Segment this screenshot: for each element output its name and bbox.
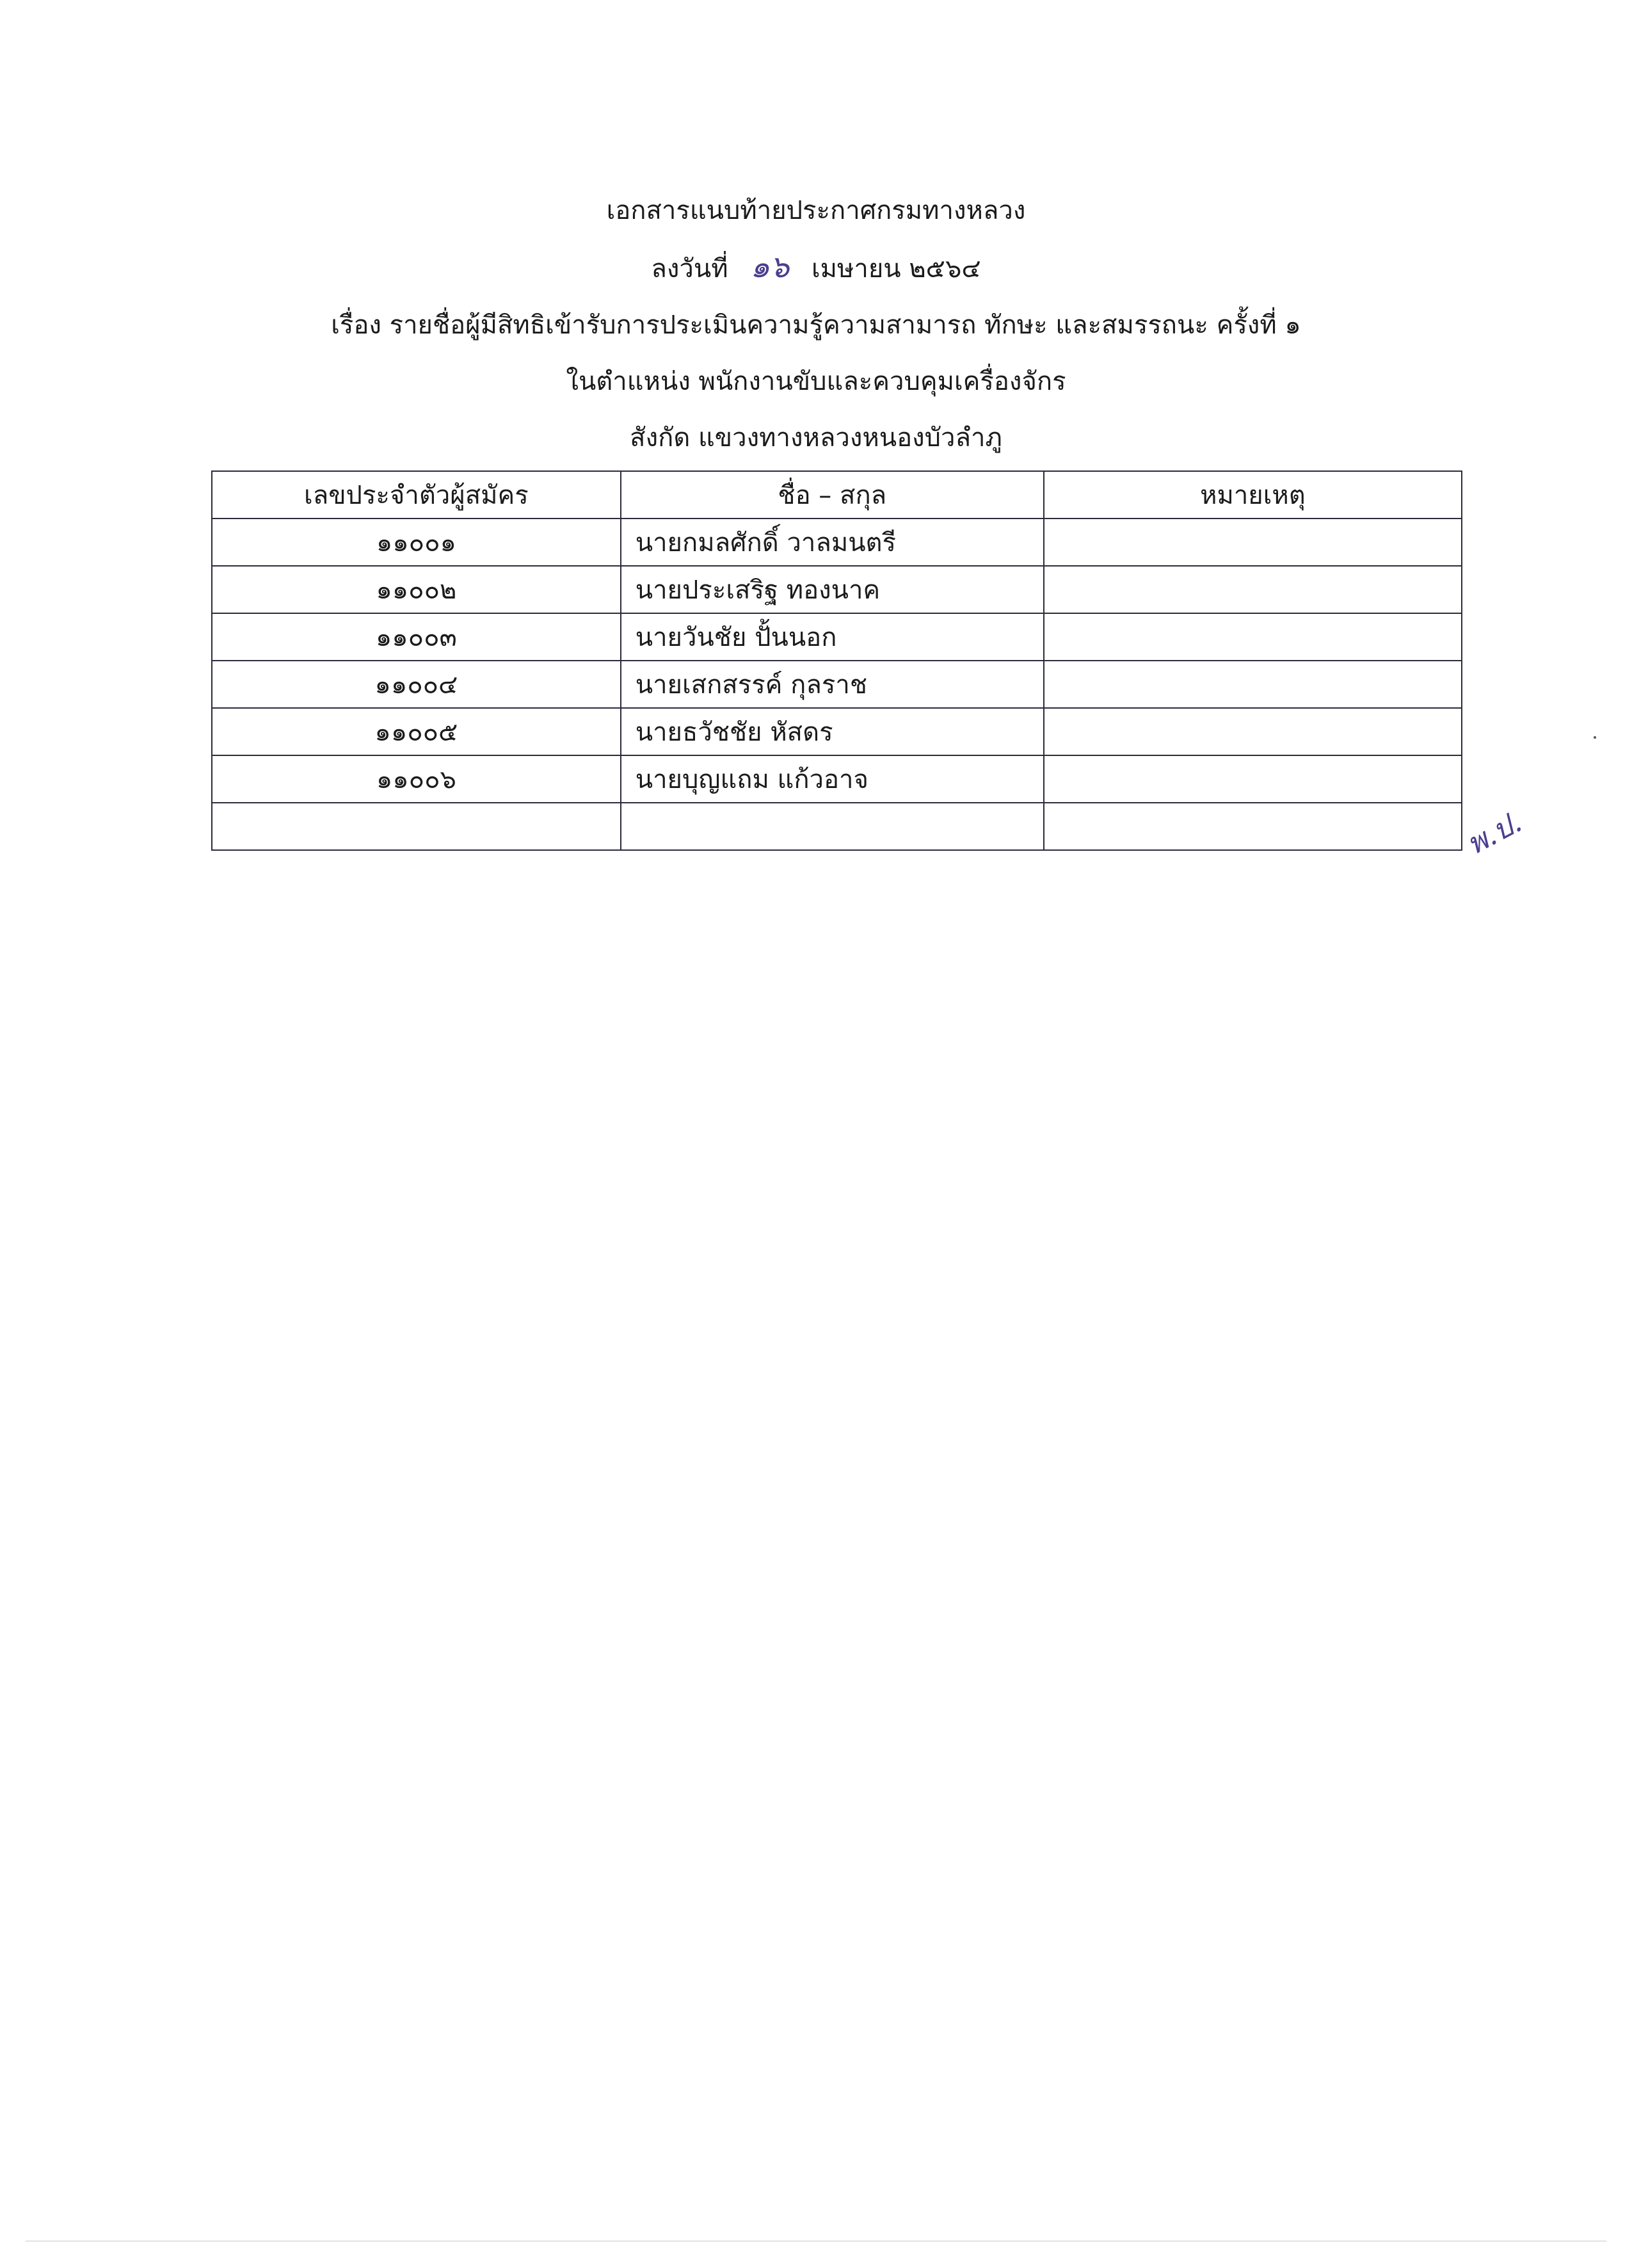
position-line: ในตำแหน่ง พนักงานขับและควบคุมเครื่องจักร [566, 367, 1066, 396]
date-line [0, 239, 1632, 297]
applicant-name-cell [621, 803, 1044, 850]
applicant-id-cell [212, 803, 621, 850]
table-row [212, 613, 1462, 661]
date-month-year: เมษายน ๒๕๖๔ [811, 254, 981, 284]
applicant-id-cell: ๑๑๐๐๕ [212, 708, 621, 755]
remarks-cell [1044, 708, 1462, 755]
remarks-cell [1044, 613, 1462, 661]
applicant-id-cell: ๑๑๐๐๖ [212, 755, 621, 803]
applicant-name-cell: นายวันชัย ปั้นนอก [621, 613, 1044, 661]
table-row [212, 519, 1462, 566]
applicant-name-cell: นายธวัชชัย หัสดร [621, 708, 1044, 755]
document-title: เอกสารแนบท้ายประกาศกรมทางหลวง [606, 196, 1026, 225]
remarks-cell [1044, 566, 1462, 613]
applicant-id-cell: ๑๑๐๐๑ [212, 519, 621, 566]
candidate-table [211, 470, 1462, 851]
applicant-id-cell: ๑๑๐๐๔ [212, 661, 621, 708]
remarks-cell [1044, 661, 1462, 708]
column-header-remarks: หมายเหตุ [1044, 471, 1462, 519]
date-prefix: ลงวันที่ [651, 254, 728, 284]
applicant-name-cell: นายบุญแถม แก้วอาจ [621, 755, 1044, 803]
unit-line: สังกัด แขวงทางหลวงหนองบัวลำภู [630, 423, 1002, 453]
table-row [212, 566, 1462, 613]
remarks-cell [1044, 803, 1462, 850]
applicant-name-cell: นายประเสริฐ ทองนาค [621, 566, 1044, 613]
table-header-row [212, 471, 1462, 519]
subject-line: เรื่อง รายชื่อผู้มีสิทธิเข้ารับการประเมินความรู้ความสามารถ ทักษะ และสมรรถนะ ครั้งที่ ๑ [331, 310, 1301, 340]
applicant-id-cell: ๑๑๐๐๓ [212, 613, 621, 661]
column-header-applicant-id: เลขประจำตัวผู้สมัคร [212, 471, 621, 519]
scan-speck [1594, 736, 1596, 739]
handwritten-initials: พ.ป. [1460, 804, 1528, 862]
page-edge-line [26, 2240, 1606, 2242]
document-header [0, 182, 1632, 466]
remarks-cell [1044, 755, 1462, 803]
applicant-name-cell: นายเสกสรรค์ กุลราช [621, 661, 1044, 708]
table-row-empty [212, 803, 1462, 850]
table-row [212, 708, 1462, 755]
column-header-name: ชื่อ – สกุล [621, 471, 1044, 519]
remarks-cell [1044, 519, 1462, 566]
table-row [212, 661, 1462, 708]
applicant-name-cell: นายกมลศักดิ์ วาลมนตรี [621, 519, 1044, 566]
applicant-id-cell: ๑๑๐๐๒ [212, 566, 621, 613]
date-day-handwritten: ๑๖ [750, 249, 790, 285]
table-row [212, 755, 1462, 803]
